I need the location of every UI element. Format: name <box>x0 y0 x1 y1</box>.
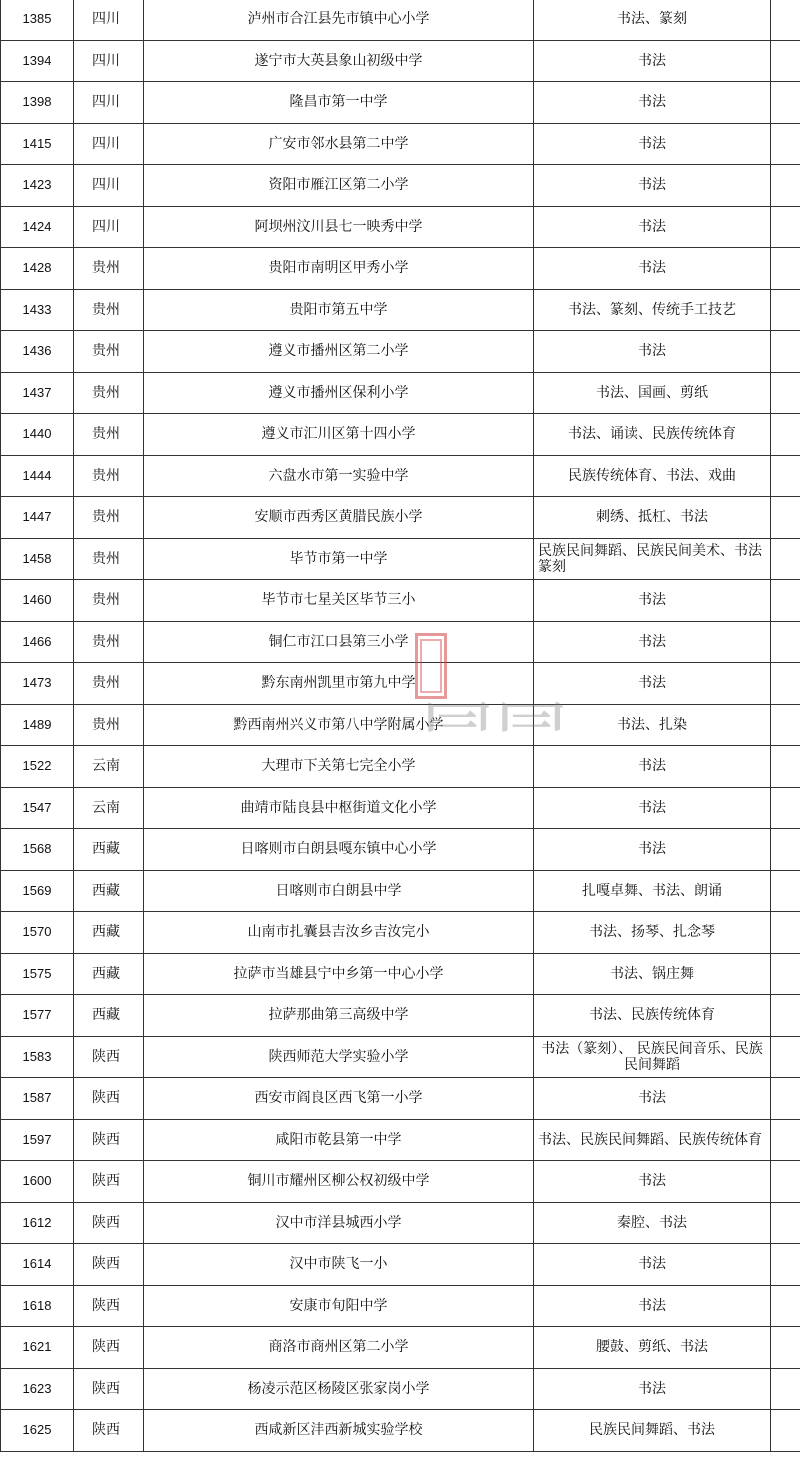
row-projects: 书法 <box>534 206 771 248</box>
row-id: 1444 <box>1 455 74 497</box>
row-id: 1612 <box>1 1202 74 1244</box>
row-blank-cell <box>771 538 800 580</box>
row-id: 1394 <box>1 40 74 82</box>
table-row <box>1 829 800 871</box>
row-blank-cell <box>771 0 800 40</box>
table-row <box>1 1036 800 1078</box>
row-id: 1570 <box>1 912 74 954</box>
row-projects: 书法、民族民间舞蹈、民族传统体育 <box>534 1119 771 1161</box>
row-projects: 书法、扬琴、扎念琴 <box>534 912 771 954</box>
row-id: 1583 <box>1 1036 74 1078</box>
row-school: 隆昌市第一中学 <box>144 82 534 124</box>
row-id: 1436 <box>1 331 74 373</box>
row-province: 西藏 <box>74 870 144 912</box>
row-blank-cell <box>771 331 800 373</box>
row-projects: 书法 <box>534 580 771 622</box>
table-row <box>1 206 800 248</box>
row-school: 商洛市商州区第二小学 <box>144 1327 534 1369</box>
row-school: 六盘水市第一实验中学 <box>144 455 534 497</box>
row-projects: 民族民间舞蹈、民族民间美术、书法篆刻 <box>534 538 771 580</box>
row-blank-cell <box>771 1119 800 1161</box>
row-school: 日喀则市白朗县嘎东镇中心小学 <box>144 829 534 871</box>
table-row <box>1 787 800 829</box>
row-blank-cell <box>771 704 800 746</box>
row-projects: 书法 <box>534 663 771 705</box>
row-projects: 书法 <box>534 621 771 663</box>
table-row <box>1 663 800 705</box>
row-province: 贵州 <box>74 372 144 414</box>
row-school: 曲靖市陆良县中枢街道文化小学 <box>144 787 534 829</box>
row-blank-cell <box>771 580 800 622</box>
row-school: 贵阳市第五中学 <box>144 289 534 331</box>
row-province: 四川 <box>74 0 144 40</box>
row-id: 1447 <box>1 497 74 539</box>
row-id: 1575 <box>1 953 74 995</box>
row-province: 陕西 <box>74 1078 144 1120</box>
row-province: 陕西 <box>74 1202 144 1244</box>
row-school: 杨凌示范区杨陵区张家岗小学 <box>144 1368 534 1410</box>
row-school: 汉中市陕飞一小 <box>144 1244 534 1286</box>
row-blank-cell <box>771 1036 800 1078</box>
row-province: 西藏 <box>74 995 144 1037</box>
row-school: 汉中市洋县城西小学 <box>144 1202 534 1244</box>
row-projects: 秦腔、书法 <box>534 1202 771 1244</box>
table-row <box>1 912 800 954</box>
row-id: 1600 <box>1 1161 74 1203</box>
row-province: 西藏 <box>74 912 144 954</box>
row-school: 广安市邻水县第二中学 <box>144 123 534 165</box>
row-blank-cell <box>771 1285 800 1327</box>
row-id: 1577 <box>1 995 74 1037</box>
table-row <box>1 1202 800 1244</box>
row-province: 陕西 <box>74 1161 144 1203</box>
row-blank-cell <box>771 414 800 456</box>
row-school: 阿坝州汶川县七一映秀中学 <box>144 206 534 248</box>
row-province: 贵州 <box>74 248 144 290</box>
row-school: 拉萨那曲第三高级中学 <box>144 995 534 1037</box>
table-row <box>1 953 800 995</box>
row-blank-cell <box>771 621 800 663</box>
row-id: 1618 <box>1 1285 74 1327</box>
row-province: 陕西 <box>74 1368 144 1410</box>
row-school: 山南市扎囊县吉汝乡吉汝完小 <box>144 912 534 954</box>
row-blank-cell <box>771 1327 800 1369</box>
row-blank-cell <box>771 912 800 954</box>
row-id: 1522 <box>1 746 74 788</box>
row-projects: 书法、国画、剪纸 <box>534 372 771 414</box>
row-school: 大理市下关第七完全小学 <box>144 746 534 788</box>
row-school: 毕节市七星关区毕节三小 <box>144 580 534 622</box>
row-projects: 书法、诵读、民族传统体育 <box>534 414 771 456</box>
table-row <box>1 248 800 290</box>
row-projects: 书法 <box>534 82 771 124</box>
row-school: 铜川市耀州区柳公权初级中学 <box>144 1161 534 1203</box>
row-school: 遵义市播州区保利小学 <box>144 372 534 414</box>
row-id: 1625 <box>1 1410 74 1452</box>
row-id: 1385 <box>1 0 74 40</box>
row-projects: 书法、民族传统体育 <box>534 995 771 1037</box>
table-row <box>1 497 800 539</box>
row-projects: 书法 <box>534 1078 771 1120</box>
table-row <box>1 1119 800 1161</box>
row-id: 1569 <box>1 870 74 912</box>
row-id: 1568 <box>1 829 74 871</box>
row-blank-cell <box>771 1410 800 1452</box>
row-school: 黔西南州兴义市第八中学附属小学 <box>144 704 534 746</box>
table-row <box>1 1327 800 1369</box>
watermark-glyph-icon: ⺜⺜ <box>417 693 565 786</box>
row-blank-cell <box>771 829 800 871</box>
row-school: 拉萨市当雄县宁中乡第一中心小学 <box>144 953 534 995</box>
row-id: 1437 <box>1 372 74 414</box>
row-province: 陕西 <box>74 1244 144 1286</box>
row-id: 1440 <box>1 414 74 456</box>
row-province: 贵州 <box>74 538 144 580</box>
row-projects: 书法、篆刻、传统手工技艺 <box>534 289 771 331</box>
table-row <box>1 1285 800 1327</box>
row-school: 西咸新区沣西新城实验学校 <box>144 1410 534 1452</box>
table-row <box>1 1410 800 1452</box>
row-projects: 刺绣、抵杠、书法 <box>534 497 771 539</box>
table-row <box>1 331 800 373</box>
row-id: 1547 <box>1 787 74 829</box>
row-id: 1415 <box>1 123 74 165</box>
row-projects: 书法 <box>534 1285 771 1327</box>
row-blank-cell <box>771 746 800 788</box>
row-id: 1466 <box>1 621 74 663</box>
row-blank-cell <box>771 206 800 248</box>
row-id: 1623 <box>1 1368 74 1410</box>
row-projects: 书法 <box>534 829 771 871</box>
table-row <box>1 704 800 746</box>
row-province: 贵州 <box>74 704 144 746</box>
row-province: 贵州 <box>74 621 144 663</box>
row-id: 1614 <box>1 1244 74 1286</box>
row-blank-cell <box>771 1078 800 1120</box>
table-row <box>1 1161 800 1203</box>
row-projects: 书法 <box>534 165 771 207</box>
row-school: 西安市阎良区西飞第一小学 <box>144 1078 534 1120</box>
row-province: 陕西 <box>74 1285 144 1327</box>
row-province: 西藏 <box>74 953 144 995</box>
row-projects: 扎嘎卓舞、书法、朗诵 <box>534 870 771 912</box>
row-id: 1621 <box>1 1327 74 1369</box>
row-id: 1597 <box>1 1119 74 1161</box>
row-id: 1398 <box>1 82 74 124</box>
row-projects: 书法、篆刻 <box>534 0 771 40</box>
row-id: 1428 <box>1 248 74 290</box>
table-row <box>1 455 800 497</box>
row-school: 黔东南州凯里市第九中学 <box>144 663 534 705</box>
row-school: 遵义市汇川区第十四小学 <box>144 414 534 456</box>
row-projects: 腰鼓、剪纸、书法 <box>534 1327 771 1369</box>
row-id: 1458 <box>1 538 74 580</box>
row-province: 陕西 <box>74 1327 144 1369</box>
row-projects: 书法 <box>534 40 771 82</box>
row-blank-cell <box>771 953 800 995</box>
row-blank-cell <box>771 663 800 705</box>
row-id: 1460 <box>1 580 74 622</box>
row-province: 陕西 <box>74 1119 144 1161</box>
row-projects: 书法、锅庄舞 <box>534 953 771 995</box>
table-body <box>1 0 800 1451</box>
row-projects: 书法 <box>534 248 771 290</box>
row-school: 咸阳市乾县第一中学 <box>144 1119 534 1161</box>
row-province: 云南 <box>74 787 144 829</box>
row-school: 贵阳市南明区甲秀小学 <box>144 248 534 290</box>
row-school: 铜仁市江口县第三小学 <box>144 621 534 663</box>
row-projects: 书法（篆刻）、 民族民间音乐、民族民间舞蹈 <box>534 1036 771 1078</box>
row-blank-cell <box>771 497 800 539</box>
row-school: 陕西师范大学实验小学 <box>144 1036 534 1078</box>
table-row <box>1 870 800 912</box>
row-id: 1489 <box>1 704 74 746</box>
row-school: 泸州市合江县先市镇中心小学 <box>144 0 534 40</box>
row-school: 毕节市第一中学 <box>144 538 534 580</box>
row-school: 遵义市播州区第二小学 <box>144 331 534 373</box>
row-school: 日喀则市白朗县中学 <box>144 870 534 912</box>
row-province: 贵州 <box>74 331 144 373</box>
row-projects: 书法 <box>534 1161 771 1203</box>
row-province: 四川 <box>74 40 144 82</box>
row-id: 1587 <box>1 1078 74 1120</box>
row-projects: 书法 <box>534 123 771 165</box>
row-school: 遂宁市大英县象山初级中学 <box>144 40 534 82</box>
table-row <box>1 1078 800 1120</box>
row-province: 四川 <box>74 165 144 207</box>
row-province: 四川 <box>74 206 144 248</box>
row-blank-cell <box>771 1161 800 1203</box>
table-row <box>1 580 800 622</box>
row-blank-cell <box>771 1244 800 1286</box>
row-province: 贵州 <box>74 497 144 539</box>
row-id: 1423 <box>1 165 74 207</box>
row-blank-cell <box>771 1202 800 1244</box>
row-school: 资阳市雁江区第二小学 <box>144 165 534 207</box>
row-blank-cell <box>771 787 800 829</box>
table-row <box>1 165 800 207</box>
table-row <box>1 372 800 414</box>
row-blank-cell <box>771 289 800 331</box>
row-projects: 书法 <box>534 1244 771 1286</box>
table-row <box>1 414 800 456</box>
row-province: 贵州 <box>74 455 144 497</box>
row-projects: 民族民间舞蹈、书法 <box>534 1410 771 1452</box>
row-blank-cell <box>771 123 800 165</box>
row-blank-cell <box>771 165 800 207</box>
row-blank-cell <box>771 248 800 290</box>
row-blank-cell <box>771 455 800 497</box>
row-blank-cell <box>771 1368 800 1410</box>
row-blank-cell <box>771 870 800 912</box>
row-id: 1473 <box>1 663 74 705</box>
row-projects: 书法 <box>534 331 771 373</box>
row-id: 1424 <box>1 206 74 248</box>
row-projects: 书法 <box>534 787 771 829</box>
table-row <box>1 995 800 1037</box>
row-province: 贵州 <box>74 414 144 456</box>
row-blank-cell <box>771 995 800 1037</box>
row-projects: 民族传统体育、书法、戏曲 <box>534 455 771 497</box>
row-projects: 书法 <box>534 746 771 788</box>
row-id: 1433 <box>1 289 74 331</box>
row-blank-cell <box>771 40 800 82</box>
table-row <box>1 0 800 40</box>
row-school: 安康市旬阳中学 <box>144 1285 534 1327</box>
row-projects: 书法 <box>534 1368 771 1410</box>
row-blank-cell <box>771 372 800 414</box>
row-school: 安顺市西秀区黄腊民族小学 <box>144 497 534 539</box>
table-row <box>1 289 800 331</box>
row-province: 四川 <box>74 82 144 124</box>
row-blank-cell <box>771 82 800 124</box>
table-row <box>1 621 800 663</box>
row-province: 贵州 <box>74 289 144 331</box>
table-row <box>1 1368 800 1410</box>
row-province: 云南 <box>74 746 144 788</box>
table-row <box>1 1244 800 1286</box>
table-row <box>1 82 800 124</box>
row-province: 四川 <box>74 123 144 165</box>
row-province: 贵州 <box>74 580 144 622</box>
row-projects: 书法、扎染 <box>534 704 771 746</box>
row-province: 贵州 <box>74 663 144 705</box>
table-row <box>1 123 800 165</box>
table-row <box>1 538 800 580</box>
row-province: 西藏 <box>74 829 144 871</box>
table-row <box>1 746 800 788</box>
row-province: 陕西 <box>74 1036 144 1078</box>
table-row <box>1 40 800 82</box>
row-province: 陕西 <box>74 1410 144 1452</box>
